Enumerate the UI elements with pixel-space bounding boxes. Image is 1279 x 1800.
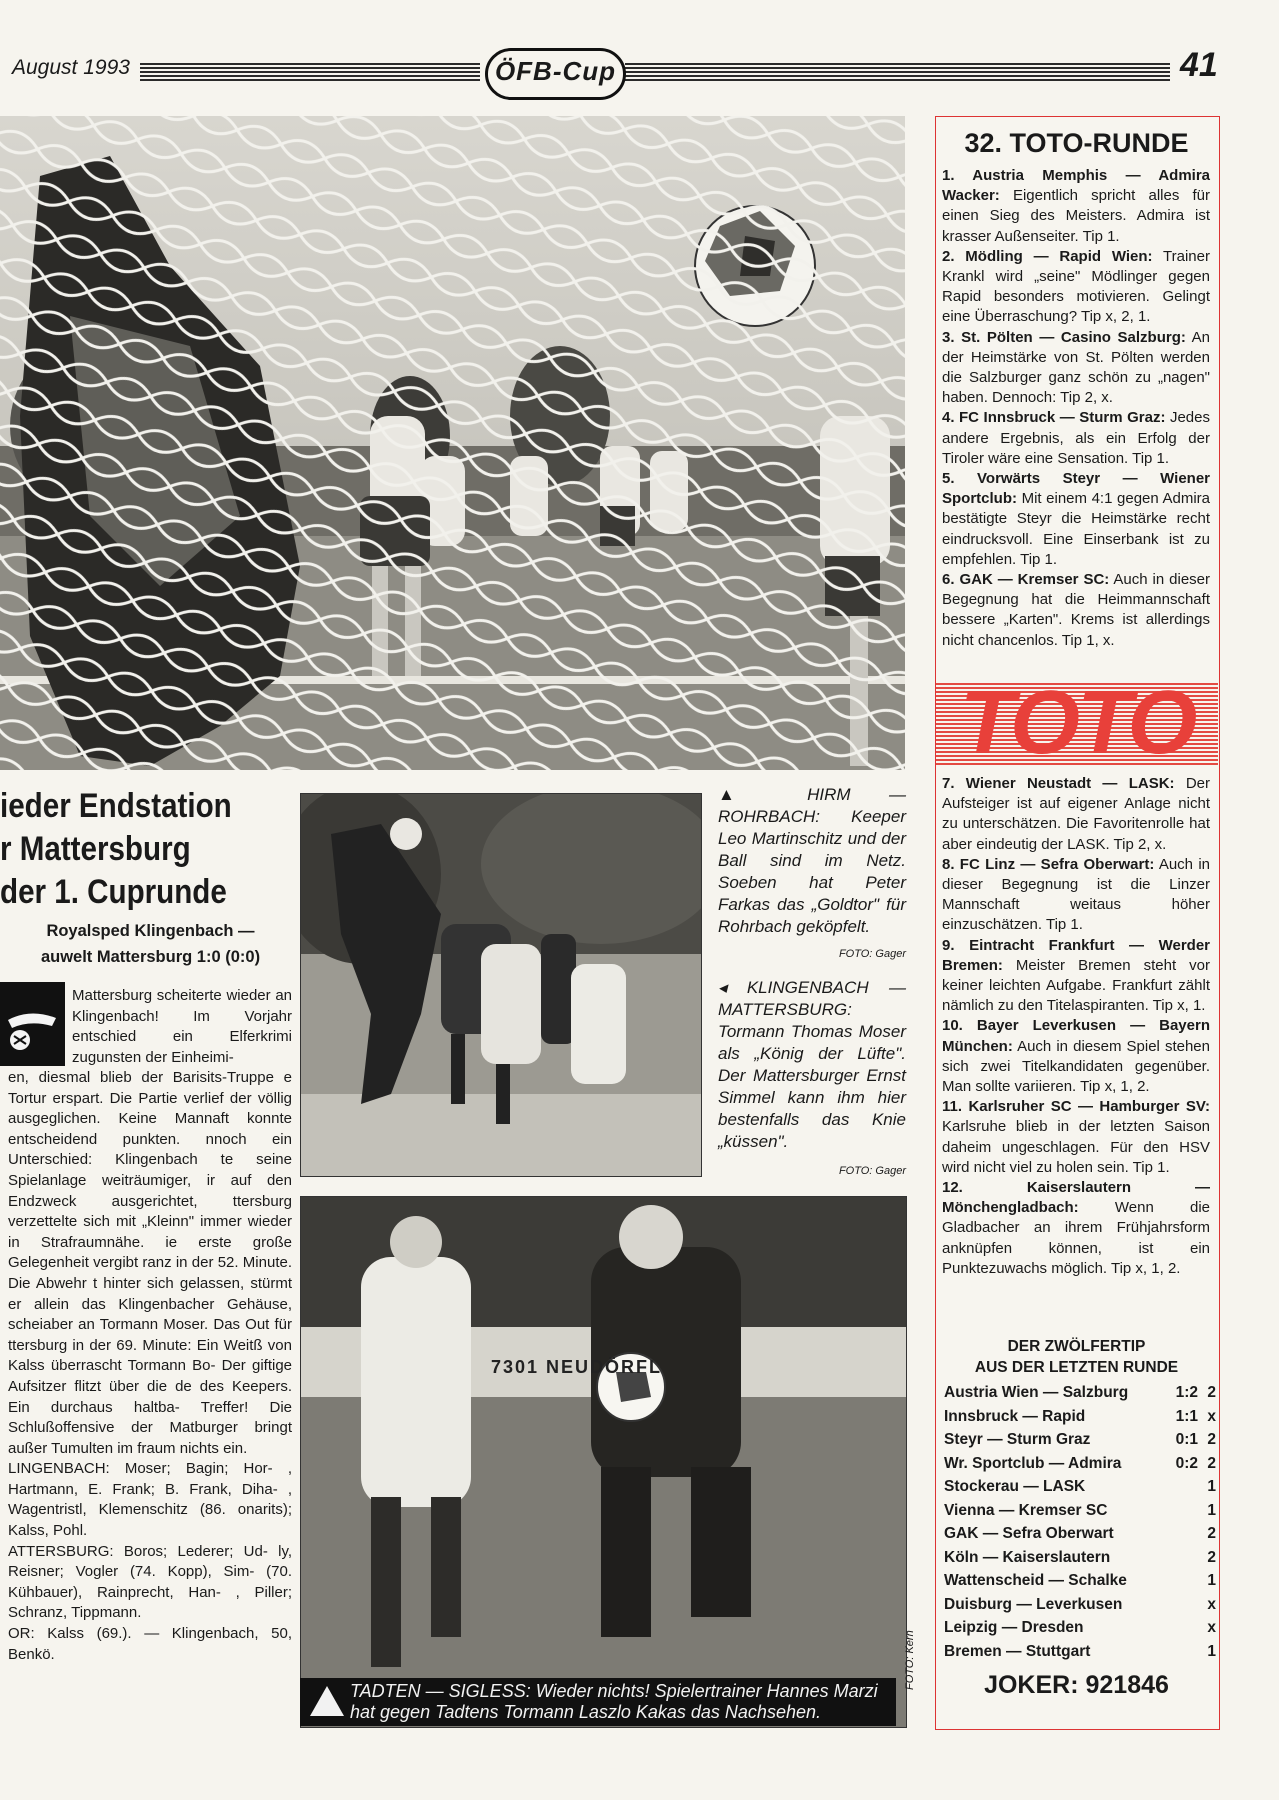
result-row: Bremen — Stuttgart 1	[944, 1642, 1216, 1660]
headline-line-3: der 1. Cuprunde	[0, 873, 227, 911]
article-body	[8, 1068, 292, 1665]
zwoelfertip-results	[944, 1381, 1216, 1663]
toto-tip: 2. Mödling — Rapid Wien: Trainer Krankl wird „seine" Mödlinger gegen Rapid besonders motivieren. Gelingt eine Überraschung? Tip x, 2, 1.	[942, 247, 1210, 326]
caption-klingenbach-mattersburg: ◂ KLINGENBACH — MATTERSBURG: Tormann Thomas Moser als „König der Lüfte". Der Mattersburger Ernst Simmel kann ihm hier bestenfalls das Knie „küssen".	[718, 978, 906, 1151]
toto-tips-top	[942, 166, 1210, 651]
article-intro-text: Mattersburg scheiterte wieder an Klingenbach! Im Vorjahr entschied ein Elferkrimi zugunsten der Einheimi-	[72, 987, 292, 1066]
toto-logo: TOTO	[959, 673, 1195, 773]
toto-tips-bottom	[942, 774, 1210, 1279]
caption-hirm-rohrbach: ▲ HIRM — ROHRBACH: Keeper Leo Martinschitz und der Ball sind im Netz. Soeben hat Peter Farkas das „Goldtor" für Rohrbach geköpfelt.	[718, 785, 906, 936]
photo-credit-gager-1: FOTO: Gager	[838, 948, 906, 960]
photo-keeper-catch	[300, 1196, 907, 1728]
subhead-line-1: Royalsped Klingenbach —	[46, 922, 255, 940]
toto-tip: 9. Eintracht Frankfurt — Werder Bremen: Meister Bremen steht vor keiner leichten Aufgabe. Frankfurt zählt nämlich zu den Titelaspiranten. Tip x, 1.	[942, 936, 1210, 1015]
headline-line-1: ieder Endstation	[0, 787, 232, 825]
headline-line-2: r Mattersburg	[0, 830, 191, 868]
result-row: Leipzig — Dresden x	[944, 1619, 1216, 1636]
result-row: Stockerau — LASK 1	[944, 1478, 1216, 1495]
header-rule-left	[140, 63, 480, 81]
zwoelfertip-title-line-2: AUS DER LETZTEN RUNDE	[974, 1359, 1179, 1376]
zwoelfertip-title	[935, 1336, 1218, 1378]
ball-kick-icon	[0, 982, 65, 1066]
goal-scorer: OR: Kalss (69.). — Klingenbach, 50, Benkö.	[8, 1625, 292, 1663]
toto-tip: 3. St. Pölten — Casino Salzburg: An der Heimstärke von St. Pölten werden die Salzburger ganz schön zu „nagen" haben. Dennoch: Tip 2, x.	[942, 328, 1210, 407]
issue-date: August 1993	[12, 56, 130, 79]
joker-number: JOKER: 921846	[984, 1671, 1169, 1699]
page-number: 41	[1180, 46, 1218, 84]
result-row: Steyr — Sturm Graz 0:1 2	[944, 1431, 1216, 1448]
result-row: Austria Wien — Salzburg 1:2 2	[944, 1384, 1216, 1401]
oefb-cup-logo: ÖFB-Cup	[485, 48, 626, 100]
photo-credit-gager-2: FOTO: Gager	[838, 1165, 906, 1177]
toto-tip: 7. Wiener Neustadt — LASK: Der Aufsteiger ist auf eigener Anlage nicht zu unterschätzen. Die Favoritenrolle hat aber eindeutig der LASK. Tip 2, x.	[942, 775, 1211, 853]
header-rule-right	[625, 63, 1170, 81]
result-row: Vienna — Kremser SC 1	[944, 1501, 1216, 1519]
article-headline	[0, 785, 252, 914]
result-row: Köln — Kaiserslautern 2	[944, 1548, 1216, 1566]
result-row: Wattenscheid — Schalke 1	[944, 1572, 1216, 1589]
match-result-subhead	[8, 918, 293, 970]
result-row: Duisburg — Leverkusen x	[944, 1595, 1216, 1613]
toto-tip: 6. GAK — Kremser SC: Auch in dieser Begegnung hat die Heimmannschaft bessere „Karten". Krems ist allerdings nicht chancenlos. Tip 1, x.	[942, 571, 1210, 649]
photo-goal-net	[0, 116, 905, 770]
toto-round-title: 32. TOTO-RUNDE	[964, 128, 1189, 158]
subhead-line-2: auwelt Mattersburg 1:0 (0:0)	[40, 948, 261, 966]
result-row: Wr. Sportclub — Admira 0:2 2	[944, 1454, 1216, 1472]
caption-arrow-icon	[310, 1686, 344, 1716]
toto-tip: 12. Kaiserslautern — Mönchengladbach: Wenn die Gladbacher an ihrem Frühjahrsform anknüpfen können, ist ein Punktezuwachs möglich. Tip x, 1, 2.	[942, 1179, 1210, 1277]
lineup-mattersburg: ATTERSBURG: Boros; Lederer; Ud- ly, Reisner; Vogler (74. Kopp), Sim- (70. Kühbauer), Rainprecht, Han- , Piller; Schranz, Tippmann.	[8, 1542, 292, 1622]
article-body-text: en, diesmal blieb der Barisits-Truppe e Tortur erspart. Die Partie verlief der völlig ausgeglichen. Keine Mannaft konnte entscheidend punkten. nnoch ein Unterschied: Klingenbach te seine Spielanlage weiträumiger, ir auf den Endzweck ausgerichtet, ttersburg verzettelte sich mit „Kleinn" immer wieder in Strafraumnähe. ie erste große Gelegenheit vergibt ranz in der 52. Minute. Die Abwehr t hinter sich gelassen, stürmt er allein das Klingenbacher Gehäuse, scheiaber an Tormann Moser. Das Out für ttersburg in der 69. Minute: Ein Weitß von Kalss überrascht Tormann Bo- Der giftige Aufsitzer flitzt über die de des Keepers. Ein durchaus haltba- Treffer! Die Schlußoffensive der Matburger bringt außer Tumulten im fraum nichts ein.	[8, 1069, 292, 1457]
article-intro	[72, 986, 292, 1068]
zwoelfertip-title-line-1: DER ZWÖLFERTIP	[1007, 1338, 1146, 1355]
toto-tip: 5. Vorwärts Steyr — Wiener Sportclub: Mit einem 4:1 gegen Admira bestätigte Steyr die Heimstärke recht eindrucksvoll. Eine Einserbank ist zu empfehlen. Tip 1.	[942, 470, 1210, 568]
toto-tip: 8. FC Linz — Sefra Oberwart: Auch in dieser Begegnung ist die Linzer Mannschaft weitaus höher einzuschätzen. Tip 1.	[942, 855, 1210, 934]
banner-neudoerfl: 7301 NEUDÖRFL	[491, 1357, 663, 1377]
lineup-klingenbach: LINGENBACH: Moser; Bagin; Hor- , Hartmann, E. Frank; B. Frank, Diha- , Wagentristl, Klemenschitz (86. onarits); Kalss, Pohl.	[8, 1460, 292, 1540]
caption-tadten-sigless: TADTEN — SIGLESS: Wieder nichts! Spielertrainer Hannes Marzi hat gegen Tadtens Tormann Laszlo Kakas das Nachsehen.	[300, 1678, 896, 1726]
photo-keeper-jump	[300, 793, 702, 1177]
toto-tip: 1. Austria Memphis — Admira Wacker: Eigentlich spricht alles für einen Sieg des Meisters. Admira ist krasser Außenseiter. Tip 1.	[942, 167, 1210, 245]
toto-tip: 11. Karlsruher SC — Hamburger SV: Karlsruhe blieb in der letzten Saison daheim ungeschlagen. Für den HSV wird nicht viel zu holen sein. Tip 1.	[942, 1098, 1210, 1176]
toto-tip: 4. FC Innsbruck — Sturm Graz: Jedes andere Ergebnis, als ein Erfolg der Tiroler wäre eine Sensation. Tip 1.	[942, 409, 1210, 467]
result-row: GAK — Sefra Oberwart 2	[944, 1525, 1216, 1542]
result-row: Innsbruck — Rapid 1:1 x	[944, 1407, 1216, 1425]
photo-credit-kern: FOTO: Kern	[904, 1630, 916, 1690]
toto-tip: 10. Bayer Leverkusen — Bayern München: Auch in diesem Spiel stehen sich zwei Titelkandidaten gegenüber. Man sollte variieren. Tip x, 1, 2.	[942, 1017, 1210, 1096]
